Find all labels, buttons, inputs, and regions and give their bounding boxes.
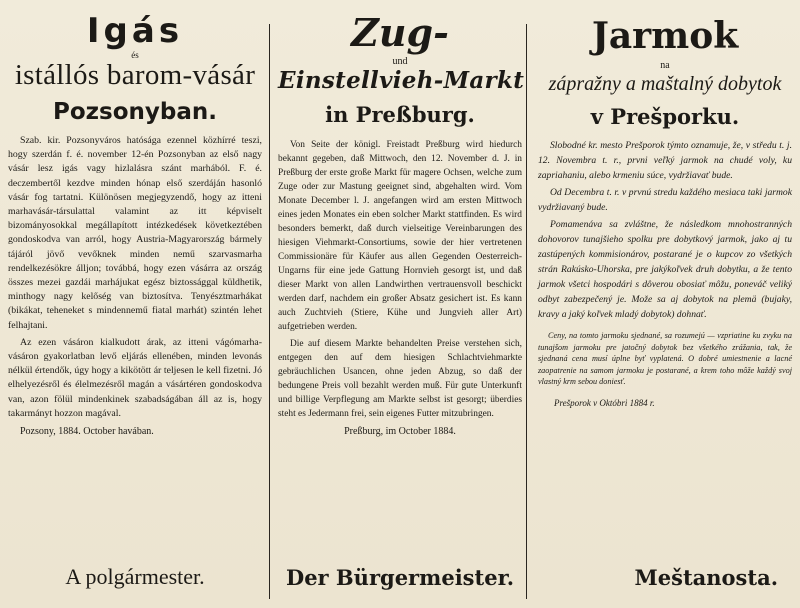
hungarian-paragraph-1: Szab. kir. Pozsonyváros hatósága ezennel közhírré teszi, hogy szerdán f. é. november 12-én Pozsonyban az első nagy vásár lesz igás vagy hizlalásra szánt marhából. F. é. deczembertől kezdve minden hónap első szerdáján hasonló vásár fog tartatni. Különösen megjegyzendő, hogy az itteni marhavásár-társulattal valamint az itt képviselt bizományosokkal megállapított intézkedések következtében gondoskodva van arról, hogy Austria-Magyarország bármely tájáról jövő vevőknek minden nemű szarvasmarha rendelkezésökre álljon; továbbá, hogy ezen vásárra az ország összes mezei gazdái marhájukat egész biztossággal küldhetik, minthogy nagy kelőség van biztosítva. Tenyésztmarhákat (bikákat, teheneket s mindennemű fiatal marhát) szintén lehet felhajtani. [8,135,262,331]
hungarian-subtitle: istállós barom-vásár [14,59,256,91]
hungarian-connector: és [131,50,139,60]
slovak-paragraph-2: Od Decembra t. r. v prvnú stredu každého mesiaca taki jarmok vydržiavaný bude. [538,187,792,213]
slovak-date: Prešporok v Októbri 1884 r. [554,397,655,408]
slovak-place: v Prešporku. [590,104,740,129]
hungarian-paragraph-2: Az ezen vásáron kialkudott árak, az itteni vágómarha-vásáron gyakorlatban levő eljárás ellenében, minden levonás nélkül értendők, úgy hogy a kikötött ár teljesen le kell fizetni. Jó elhelyezésről és élelmezésről magán a vásártéren gondoskodva van, azon fölül mindenkinek szabadságában áll az is, hogy takarmányt hozzon magával. [8,336,262,419]
german-signature: Der Bürgermeister. [285,565,515,590]
slovak-paragraph-3: Pomamenávа sa zvláštne, že následkom mnohostranných dohovorov tunajšieho spolku pre dobytkový jarmok, jako aj tu zastúpených kommisionárov, postarané je o kupcov zo všetkých strán Rakúsko-Uhorska, pre jakýkoľvek druh dobytku, a že tento jarmok všetci hospodári s dôverou obosiať môžu, poneváč veliký odbyt zabezpečený je. Može sa aj dobytok na plemä (bujaky, kravy a jaký koľvek mladý dobytok) dohnať. [538,219,792,320]
german-title: Zug- [351,10,449,55]
german-subtitle: Einstellvieh-Markt [278,67,525,94]
slovak-column [530,0,800,608]
slovak-connector: na [660,60,670,71]
hungarian-title: Igás [86,11,184,51]
german-paragraph-1: Von Seite der königl. Freistadt Preßburg wird hiedurch bekannt gegeben, daß Mittwoch, den 12. November d. J. in Preßburg der erste große Markt für magere Ochsen, welche zum Zuge oder zur Mastung geeignet sind, abgehalten wird. Vom Monate December l. J. angefangen wird am ersten Mittwoch eines jeden Monates ein eben solcher Markt stattfinden. Es wird besonders bemerkt, daß durch vielseitige Vereinbarungen des hiesigen Viehmarkt-Consortiums, sowie der hier vertretenen Commissionäre für Käufer aus allen Gegenden Oesterreich-Ungarns für eine jede Gattung Hornvieh gesorgt ist, und daß dieser Markt von allen Landwirthen vertrauensvoll beschickt werden darf, nachdem ein großer Absatz gesichert ist. Es kann auch Zuchtvieh (Stiere, Kühe und Jungvieh aller Art) aufgetrieben werden. [278,140,522,332]
hungarian-column [0,0,270,608]
slovak-signature: Meštanosta. [634,565,778,590]
hungarian-signature: A polgármester. [65,564,205,589]
german-date: Preßburg, im October 1884. [344,426,456,437]
slovak-title: Jarmok [591,15,739,57]
german-connector: und [392,56,408,67]
german-paragraph-2: Die auf diesem Markte behandelten Preise verstehen sich, entgegen den auf dem hiesigen Schlachtviehmarkte gebräuchlichen Usancen, ohne jeden Abzug, so daß der bedungene Preis voll bezahlt werden muß. Für gute Unterkunft und billige Verpflegung am Markte selbst ist gesorgt; überdies steht es Jedermann frei, sein eigenes Futter mitzubringen. [278,339,522,419]
hungarian-place: Pozsonyban. [53,99,217,125]
slovak-subtitle: zápražny a maštalný dobytok [548,73,782,95]
hungarian-date: Pozsony, 1884. October havában. [20,426,154,438]
slovak-paragraph-1: Slobodné kr. mesto Prešporok týmto oznamuje, že, v středu t. j. 12. Novembra t. r., prvni veľký jarmok na chudé voly, ku zapriahaniu, alebo krmeniu súce, vydržiavať bude. [538,140,792,181]
german-column [270,0,530,608]
slovak-paragraph-4: Ceny, na tomto jarmoku sjednané, sa rozumejú — vzpriatine ku zvyku na tunajšom jarmoku pre jatočný dobytok bez všetkého zrážania, tak, že sjednaná cena musí úplne byť vyplatená. O dobré umiestnenie a lacné zaopatrenie na samom jarmoku je postarané, a krem toho môže každý svoj vlastný krm sebou doniesť. [538,331,792,386]
german-place: in Preßburg. [325,102,475,127]
